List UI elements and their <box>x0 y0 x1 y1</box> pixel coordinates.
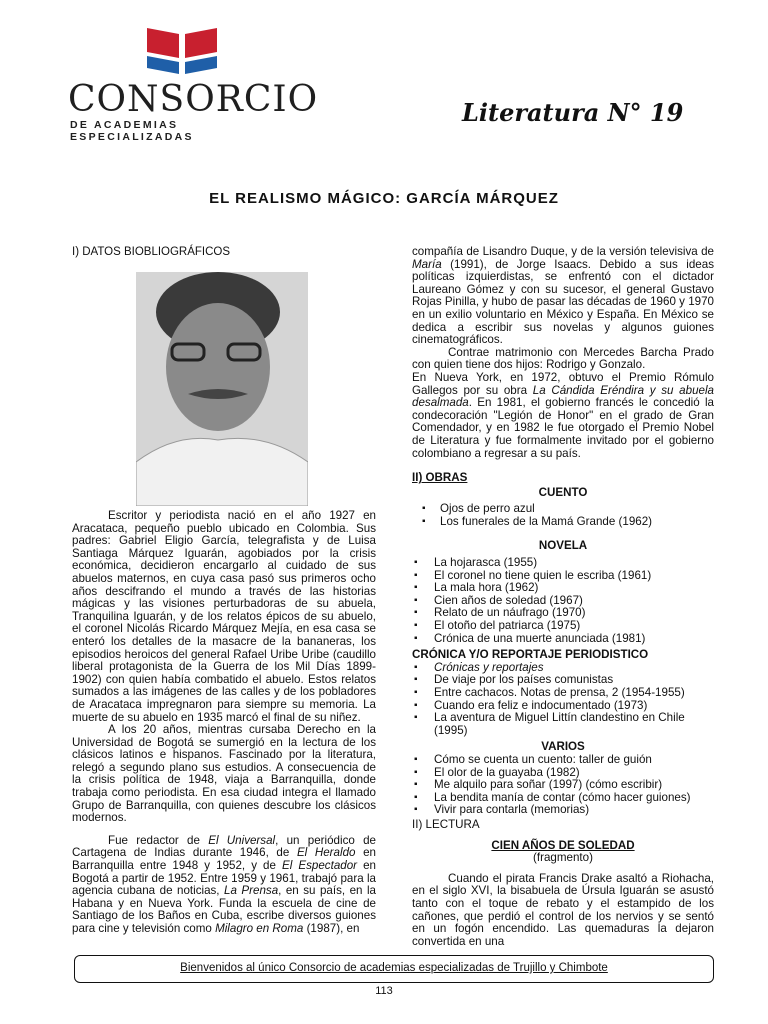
list-item: ▪ Cien años de soledad (1967) <box>412 595 714 608</box>
list-item: ▪ La aventura de Miguel Littín clandestino en Chile (1995) <box>412 712 714 737</box>
subheading-cronica: CRÓNICA Y/O REPORTAJE PERIODISTICO <box>412 648 649 662</box>
logo-red-left-page <box>147 28 179 58</box>
list-item: ▪ Entre cachacos. Notas de prensa, 2 (1954-1955) <box>412 687 714 700</box>
logo-red-right-page <box>185 28 217 58</box>
list-novela <box>412 557 714 645</box>
list-item: ▪ La bendita manía de contar (cómo hacer guiones) <box>412 792 714 805</box>
open-book-logo-icon <box>145 26 219 78</box>
page-title: EL REALISMO MÁGICO: GARCÍA MÁRQUEZ <box>209 190 559 207</box>
list-item: ▪ Los funerales de la Mamá Grande (1962) <box>412 516 714 529</box>
list-item: ▪ Me alquilo para soñar (1997) (cómo escribir) <box>412 779 714 792</box>
list-item: ▪ El coronel no tiene quien le escriba (1961) <box>412 570 714 583</box>
page-number: 113 <box>375 985 393 997</box>
list-item: ▪ Vivir para contarla (memorias) <box>412 804 714 817</box>
footer-text: Bienvenidos al único Consorcio de academias especializadas de Trujillo y Chimbote <box>180 962 608 974</box>
bio-paragraph-5: Contrae matrimonio con Mercedes Barcha Prado con quien tiene dos hijos: Rodrigo y Gonzalo. <box>412 345 714 372</box>
list-varios <box>412 754 714 817</box>
subheading-varios: VARIOS <box>541 740 585 754</box>
bio-paragraph-3: Fue redactor de El Universal, un periódico de Cartagena de Indias durante 1946, de El Heraldo en Barranquilla entre 1948 y 1952, y de El Espectador en Bogotá a partir de 1952. Entre 1959 y 1961, trabajó para la agencia cubana de noticias, La Prensa, en su país, en la Habana y en Nueva York. Funda la escuela de cine de Santiago de los Baños en Cuba, escribe diversos guiones para cine y televisión como Milagro en Roma (1987), en <box>72 833 377 935</box>
reading-title: CIEN AÑOS DE SOLEDAD <box>491 838 635 852</box>
section-heading-datos: I) DATOS BIOBLIOGRÁFICOS <box>72 246 231 258</box>
bio-paragraph-2: A los 20 años, mientras cursaba Derecho en la Universidad de Bogotá se sumergió en la lectura de los clásicos latinos e hispanos. Fascinado por la literatura, relegó a segundo plano sus estudios. A consecuencia de la crisis política de 1948, viaja a Barranquilla, donde trabaja como periodista. En esa ciudad integra el llamado Grupo de Barranquilla, con quienes descubre los clásicos modernos. <box>72 723 376 825</box>
bio-paragraph-4: compañía de Lisandro Duque, y de la versión televisiva de María (1991), de Jorge Isaacs. Debido a sus ideas políticas izquierdistas, se enfrentó con el dictador Laureano Gómez y con su sucesor, el general Gustavo Rojas Pinilla, y hubo de pasar las décadas de 1960 y 1970 en un exilio voluntario en México y España. En México se dedica a escribir sus novelas y algunos guiones cinematográficos. <box>412 245 714 347</box>
logo-subtitle: DE ACADEMIAS ESPECIALIZADAS <box>70 119 194 143</box>
list-item: ▪ La mala hora (1962) <box>412 582 714 595</box>
subheading-cuento: CUENTO <box>538 485 588 499</box>
logo-wordmark: CONSORCIO <box>68 79 319 120</box>
list-item: ▪ La hojarasca (1955) <box>412 557 714 570</box>
reading-subtitle: (fragmento) <box>533 851 593 865</box>
reading-paragraph: Cuando el pirata Francis Drake asaltó a Riohacha, en el siglo XVI, la bisabuela de Úrsula Iguarán se asustó tanto con el toque de rebato y el estampido de los cañones, que perdió el control de los nervios y se sentó en un fogón encendido. Las quemaduras la dejaron convertida en una <box>412 871 714 948</box>
logo-blue-right-page <box>185 56 217 74</box>
list-item: ▪ Crónica de una muerte anunciada (1981) <box>412 633 714 646</box>
portrait-face <box>166 303 270 431</box>
section-heading-obras: II) OBRAS <box>412 471 468 485</box>
bio-paragraph-1: Escritor y periodista nació en el año 1927 en Aracataca, pequeño pueblo ubicado en Colombia. Sus padres: Gabriel Eligio García, telegrafista y de Luisa Santiaga Márquez Iguarán, agobiados por la crisis económica, decidieron encargarlo al cuidado de sus abuelos maternos, en cuya casa pasó sus primeros ocho años descifrando el mundo a través de las historias mágicas y las visiones perturbadoras de su abuela, Tranquilina Iguarán, y de los relatos épicos de su abuelo, el coronel Nicolás Ricardo Márquez Mejía, en esa casa se enteró los detalles de la masacre de la bananeras, los episodios heroicos del general Rafael Uribe Uribe (caudillo liberal protagonista de la Guerra de los Mil Días 1899- 1902) con quien había combatido el abuelo. Estos relatos sumados a las imágenes de las calles y de los pobladores de Aracataca impregnaron para siempre su memoria. La muerte de su abuelo en 1935 marcó el final de su niñez. <box>72 509 376 724</box>
list-item: ▪ Crónicas y reportajes <box>412 662 714 675</box>
list-cronica <box>412 662 714 738</box>
list-item: ▪ Cuando era feliz e indocumentado (1973) <box>412 700 714 713</box>
logo-blue-left-page <box>147 56 179 74</box>
portrait-shirt <box>136 438 308 506</box>
list-item: ▪ De viaje por los países comunistas <box>412 674 714 687</box>
list-item: ▪ Relato de un náufrago (1970) <box>412 607 714 620</box>
list-cuento <box>412 503 714 528</box>
issue-title: Literatura N° 19 <box>462 98 684 127</box>
list-item: ▪ Ojos de perro azul <box>412 503 714 516</box>
bio-paragraph-6: En Nueva York, en 1972, obtuvo el Premio Rómulo Gallegos por su obra La Cándida Eréndira y su abuela desalmada. En 1981, el gobierno francés le concedió la condecoración "Legión de Honor" en el grado de Gran Comendador, y en 1982 le fue otorgado el Premio Nobel de Literatura y fue formalmente invitado por el gobierno colombiano a regresar a su país. <box>412 370 714 460</box>
author-portrait-photo <box>136 272 308 506</box>
list-item: ▪ Cómo se cuenta un cuento: taller de guión <box>412 754 714 767</box>
subheading-novela: NOVELA <box>538 539 588 553</box>
section-heading-lectura: II) LECTURA <box>412 817 480 831</box>
right-column <box>412 246 714 948</box>
list-item: ▪ El otoño del patriarca (1975) <box>412 620 714 633</box>
left-column <box>72 510 376 936</box>
list-item: ▪ El olor de la guayaba (1982) <box>412 767 714 780</box>
